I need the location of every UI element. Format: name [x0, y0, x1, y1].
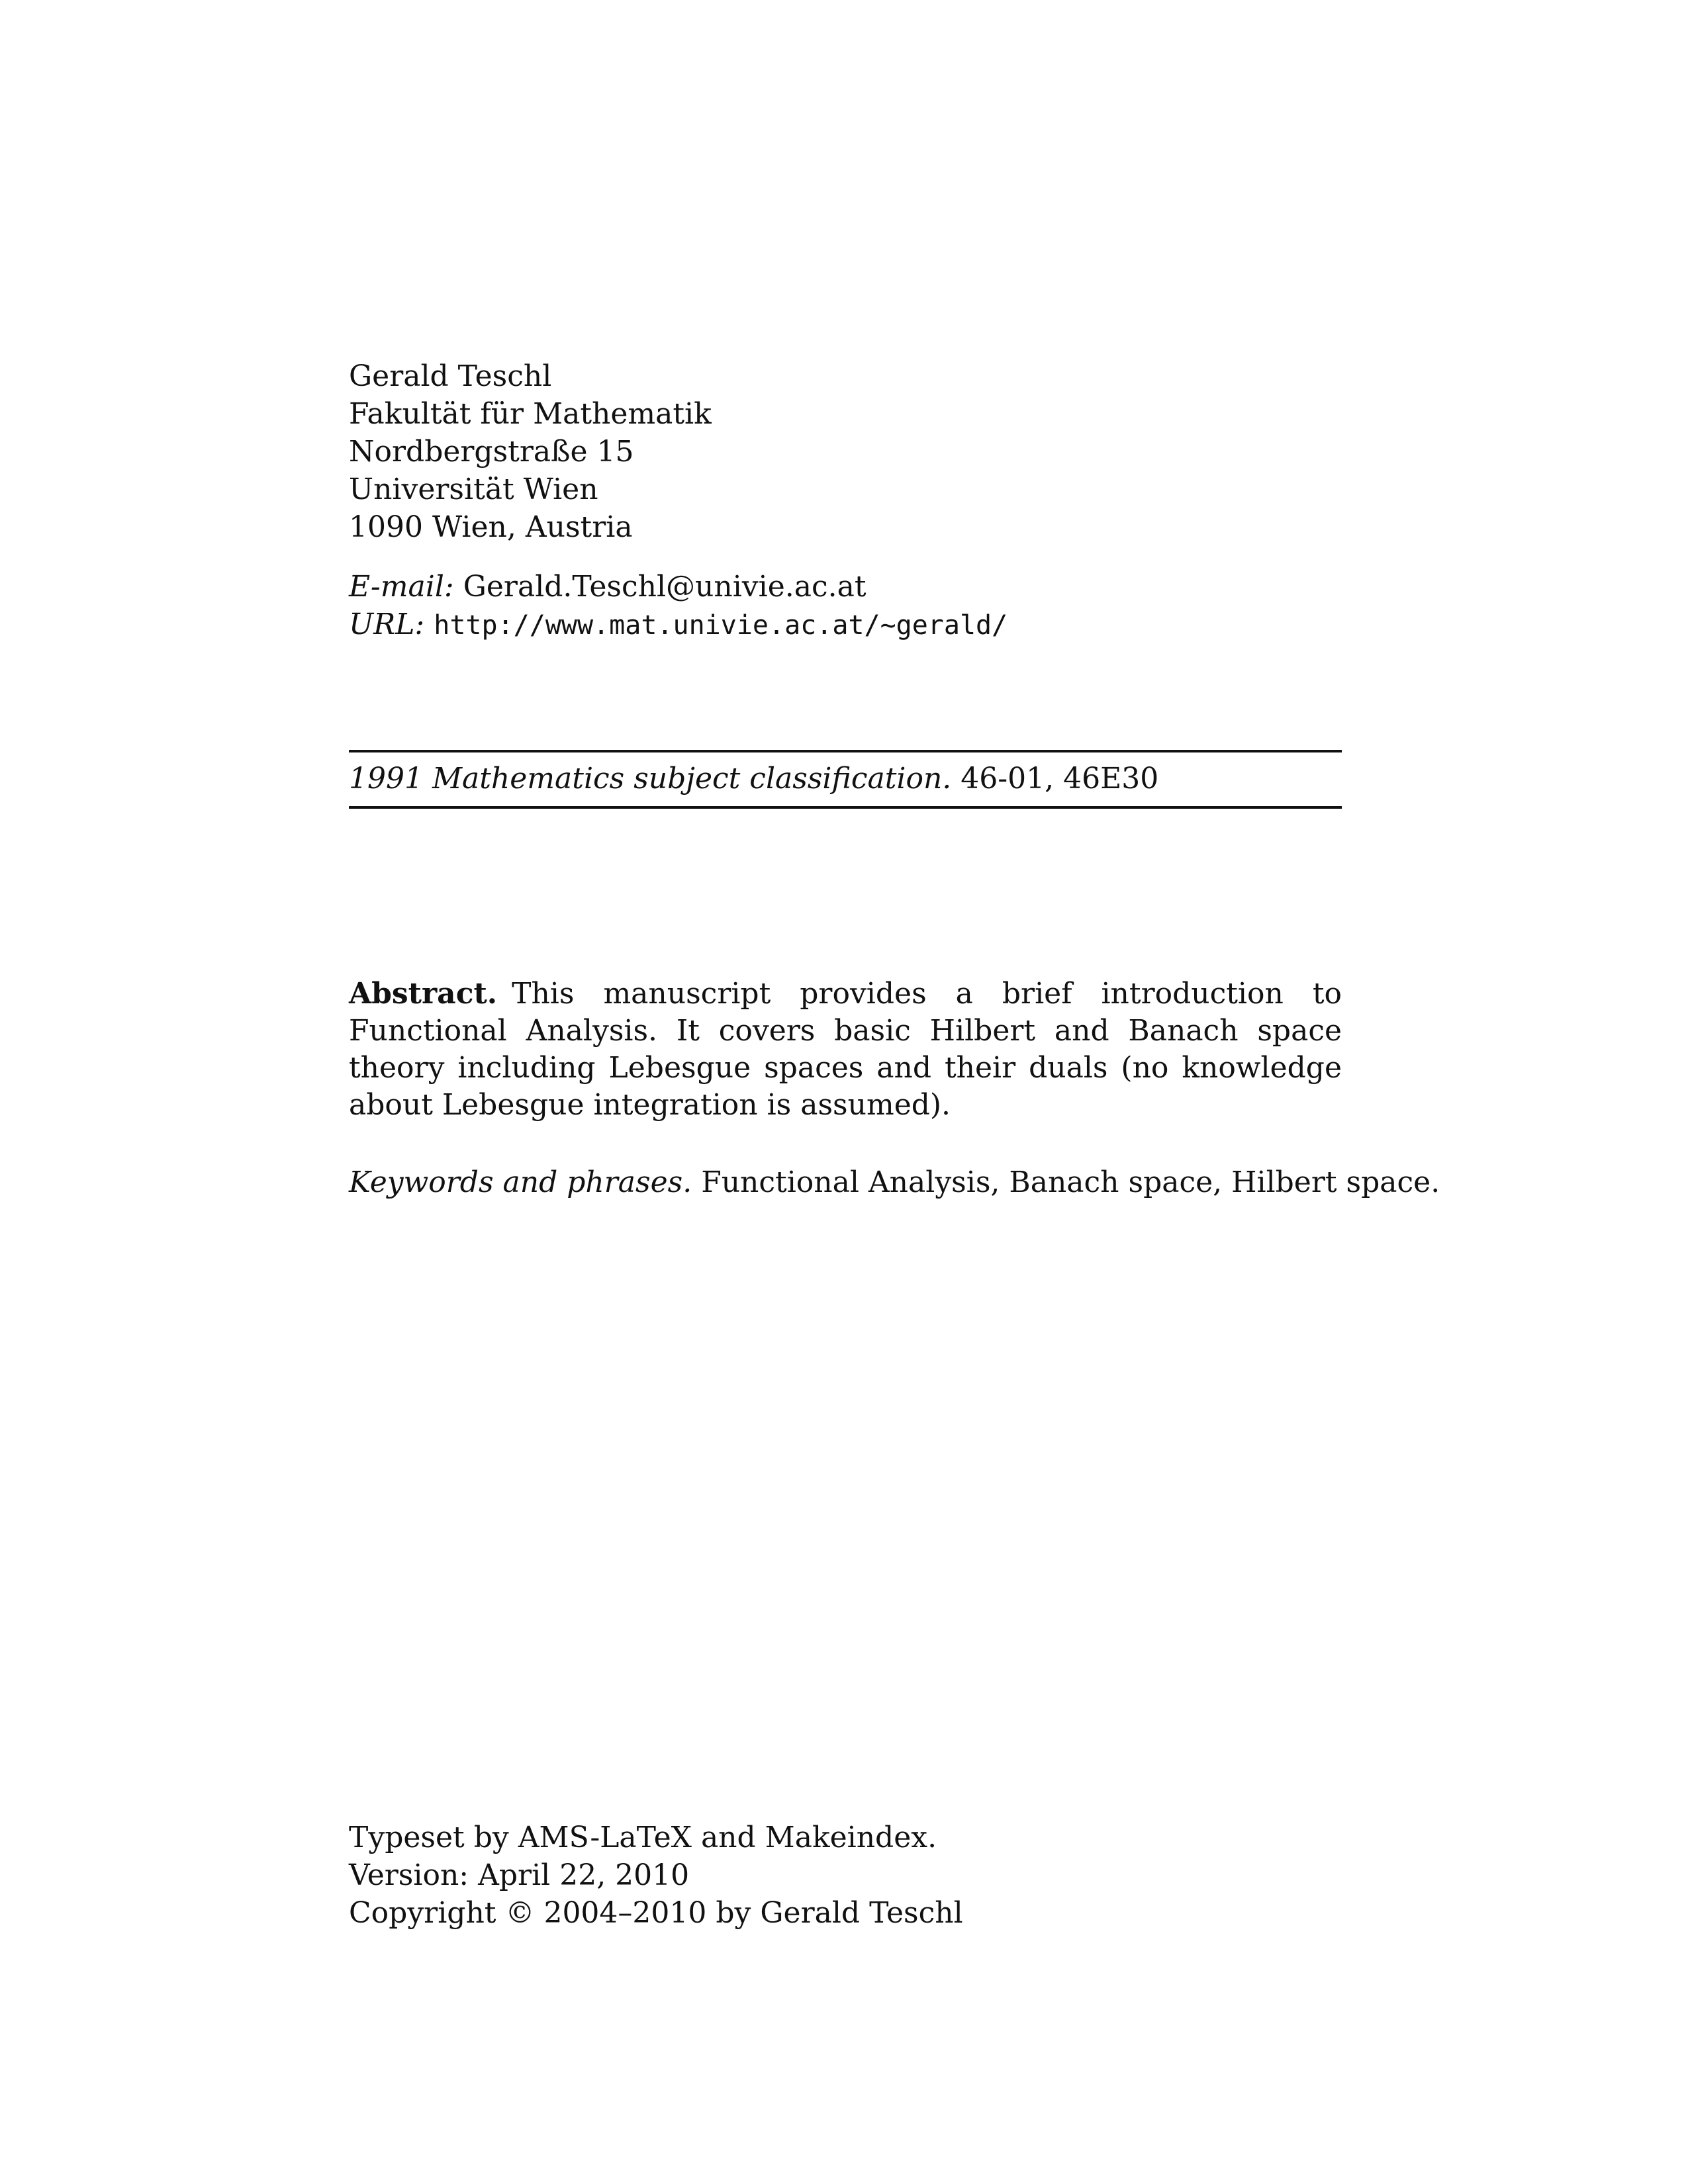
- subject-classification: [349, 760, 1342, 797]
- university: Universität Wien: [349, 473, 598, 506]
- abstract-heading: Abstract.: [349, 977, 498, 1011]
- url-label: URL:: [349, 608, 425, 641]
- url-link[interactable]: http://www.mat.univie.ac.at/~gerald/: [434, 610, 1008, 641]
- city: 1090 Wien, Austria: [349, 510, 633, 544]
- street: Nordbergstraße 15: [349, 435, 634, 469]
- url-line: [349, 606, 1342, 645]
- version: Version: April 22, 2010: [349, 1858, 690, 1892]
- typeset-suffix: and Makeindex.: [700, 1821, 937, 1854]
- keywords-text: Functional Analysis, Banach space, Hilbert space.: [701, 1165, 1440, 1199]
- typeset-line: [349, 1819, 1342, 1856]
- ams-latex-logo: AMS-LaTeX: [518, 1821, 692, 1854]
- abstract: [349, 976, 1342, 1124]
- classification-codes: 46-01, 46E30: [961, 762, 1159, 796]
- contact-info: [349, 568, 1342, 645]
- abstract-text: This manuscript provides a brief introduction to Functional Analysis. It covers basic Hilbert and Banach space theory including Lebesgue spaces and their duals (no knowledge about Lebesgue integration is assumed).: [349, 977, 1342, 1122]
- bottom-rule: [349, 806, 1342, 809]
- keywords-label: Keywords and phrases.: [349, 1165, 692, 1199]
- faculty: Fakultät für Mathematik: [349, 397, 712, 431]
- email-line: [349, 568, 1342, 606]
- email-label: E-mail:: [349, 570, 454, 604]
- colophon: [349, 1819, 1342, 1932]
- top-rule: [349, 750, 1342, 752]
- copyright: Copyright © 2004–2010 by Gerald Teschl: [349, 1896, 963, 1930]
- typeset-prefix: Typeset by: [349, 1821, 509, 1854]
- keywords: [349, 1163, 1440, 1201]
- classification-label: 1991 Mathematics subject classification.: [349, 762, 952, 796]
- author-address: [349, 357, 1342, 546]
- author-name: Gerald Teschl: [349, 359, 552, 393]
- email-address[interactable]: Gerald.Teschl@univie.ac.at: [463, 570, 867, 604]
